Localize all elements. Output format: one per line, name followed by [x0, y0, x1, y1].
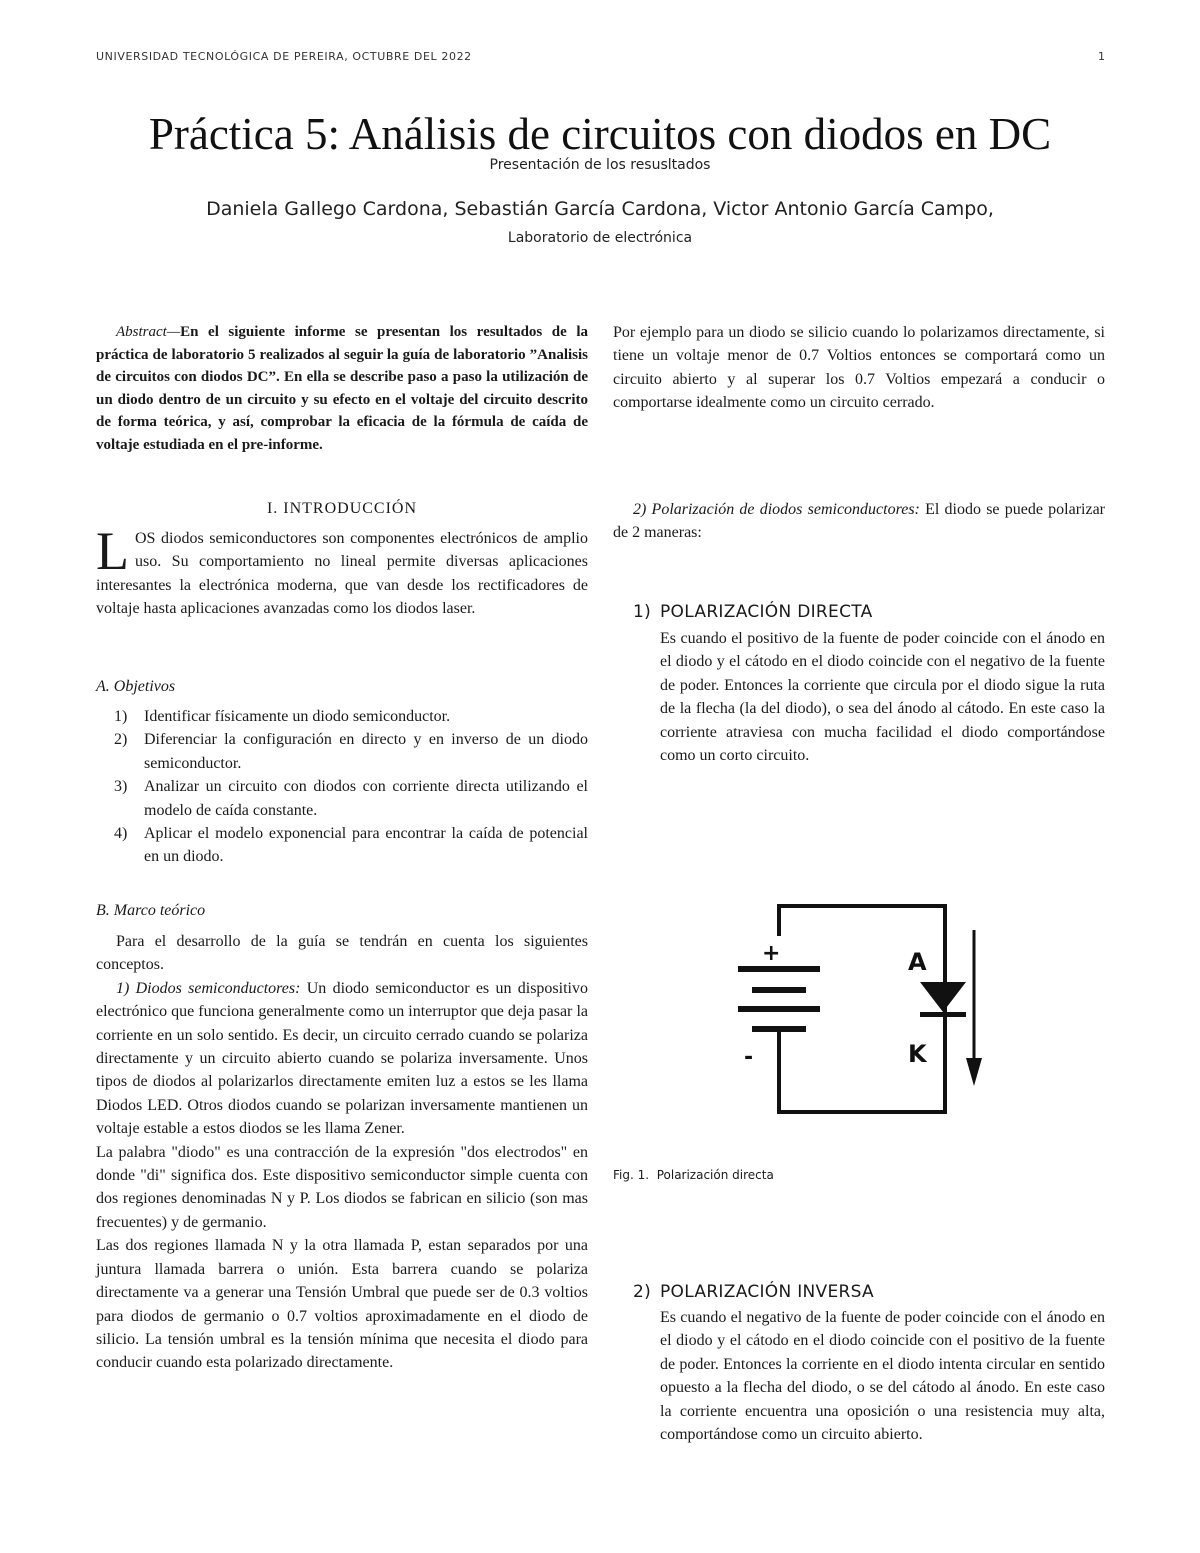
inversa-heading-text: POLARIZACIÓN INVERSA [660, 1282, 874, 1302]
list-item [96, 705, 588, 728]
figure-circuit [736, 900, 996, 1120]
page-number: 1 [1098, 50, 1105, 63]
current-arrow-head-icon [966, 1058, 982, 1086]
diode-symbol [920, 982, 966, 1012]
polarizacion-inversa-heading [633, 1282, 1105, 1302]
cathode-label: K [908, 1040, 927, 1068]
list-item-text: Analizar un circuito con diodos con corriente directa utilizando el modelo de caída constante. [144, 778, 588, 819]
battery-long-plate [738, 1006, 820, 1012]
list-item [96, 728, 588, 775]
objectives-list [96, 705, 588, 869]
battery-long-plate [738, 966, 820, 972]
dropcap-rest: OS [135, 530, 156, 547]
inversa-number: 2) [633, 1282, 652, 1302]
subsection-heading-marco: B. Marco teórico [96, 902, 206, 919]
author-list: Daniela Gallego Cardona, Sebastián García Cardona, Victor Antonio García Campo, [206, 198, 994, 220]
list-item-number: 1) [114, 708, 128, 725]
list-item-text: Identificar físicamente un diodo semiconductor. [144, 708, 451, 725]
directa-number: 1) [633, 602, 652, 622]
palabra-paragraph: La palabra "diodo" es una contracción de la expresión "dos electrodos" en donde "di" significa dos. Este dispositivo semiconductor simple cuenta con dos regiones denominadas N y P. Los diodos se fabrican en silicio (son mas frecuentes) y de germanio. [96, 1143, 588, 1231]
list-item [96, 822, 588, 869]
abstract-block [96, 321, 588, 457]
marco-body [96, 930, 588, 1375]
diodos-paragraph [96, 977, 588, 1141]
polarizacion-text: El diodo se puede polarizar de 2 maneras: [613, 501, 1106, 542]
abstract-label: Abstract— [116, 324, 181, 340]
battery-negative-label: - [744, 1045, 754, 1070]
abstract-text: En el siguiente informe se presentan los resultados de la práctica de laboratorio 5 realizados al seguir la guía de laboratorio ”Analisis de circuitos con diodos DC”. En ella se describe paso a paso la utilización de un diodo dentro de un circuito y su efecto en el voltaje del circuito descrito de forma teórica, y así, comprobar la eficacia de la fórmula de caída de voltaje estudiada en el pre-informe. [96, 324, 588, 453]
figure-caption-number: Fig. 1. [613, 1168, 650, 1182]
dropcap-letter: L [96, 521, 129, 581]
paper-subtitle: Presentación de los resusltados [489, 157, 711, 173]
ejemplo-paragraph-block [613, 321, 1105, 415]
list-item-number: 3) [114, 778, 128, 796]
polarizacion-directa-heading [633, 602, 1105, 622]
battery-positive-label: + [762, 941, 781, 966]
polarizacion-label: 2) Polarización de diodos semiconductores: [633, 501, 920, 518]
subsection-heading-objetivos: A. Objetivos [96, 678, 176, 695]
diodos-text: Un diodo semiconductor es un dispositivo electrónico que funciona generalmente como un interruptor que deja pasar la corriente en un solo sentido. Es decir, un circuito cerrado cuando se polariza directamente y un circuito abierto cuando se polariza inversamente. Unos tipos de diodos al polarizarlos directamente emiten luz a estos se les llama Diodos LED. Otros diodos cuando se polarizan inversamente mantienen un voltaje estable a estos diodos se les llama Zener. [96, 979, 588, 1138]
figure-caption-text: Polarización directa [656, 1168, 774, 1182]
directa-text: Es cuando el positivo de la fuente de poder coincide con el ánodo en el diodo y el cátodo en el diodo coincide con el negativo de la fuente de poder. Entonces la corriente que circula por el diodo sigue la ruta de la flecha (la del diodo), o sea del ánodo al cátodo. En este caso la corriente atraviesa con mucha facilidad el diodo comportándose como un corto circuito. [660, 630, 1105, 765]
figure-caption [613, 1168, 774, 1182]
inversa-text: Es cuando el negativo de la fuente de poder coincide con el ánodo en el diodo y el cátodo en el diodo coincide con el positivo de la fuente de poder. Entonces la corriente en el diodo intenta circular en sentido opuesto a la flecha del diodo, o se del cátodo al ánodo. En este caso la corriente encuentra una oposición o una resistencia muy alta, comportándose como un circuito abierto. [660, 1309, 1105, 1444]
paper-title: Práctica 5: Análisis de circuitos con diodos en DC [148, 109, 1052, 159]
section-heading-introduccion: I. INTRODUCCIÓN [266, 500, 418, 517]
intro-paragraph [96, 521, 589, 621]
polarizacion-paragraph-block [613, 498, 1105, 545]
anode-label: A [908, 948, 927, 976]
diode-cathode-bar [920, 1012, 966, 1017]
list-item-text: Aplicar el modelo exponencial para encontrar la caída de potencial en un diodo. [144, 825, 588, 866]
battery-short-plate [752, 987, 806, 993]
intro-text: diodos semiconductores son componentes electrónicos de amplio uso. Su comportamiento no lineal permite diversas aplicaciones interesantes la electrónica moderna, que van desde los rectificadores de voltaje hasta aplicaciones avanzadas como los diodos laser. [96, 530, 589, 618]
marco-intro: Para el desarrollo de la guía se tendrán en cuenta los siguientes conceptos. [96, 933, 588, 974]
list-item-text: Diferenciar la configuración en directo y en inverso de un diodo semiconductor. [144, 731, 588, 772]
regiones-paragraph: Las dos regiones llamada N y la otra llamada P, estan separados por una juntura llamada barrera o unión. Esta barrera cuando se polariza directamente va a generar una Tensión Umbral que puede ser de 0.3 voltios para diodos de germanio o 0.7 voltios aproximadamente en el diodo de silicio. La tensión umbral es la tensión mínima que necesita el diodo para conducir cuando esta polarizado directamente. [96, 1237, 588, 1372]
list-item-number: 2) [114, 731, 128, 749]
list-item [96, 775, 588, 822]
running-header: UNIVERSIDAD TECNOLÓGICA DE PEREIRA, OCTUBRE DEL 2022 [96, 50, 472, 63]
circuit-diagram [736, 900, 996, 1120]
affiliation: Laboratorio de electrónica [507, 230, 693, 246]
list-item-number: 4) [114, 825, 128, 843]
ejemplo-paragraph: Por ejemplo para un diodo se silicio cuando lo polarizamos directamente, si tiene un voltaje menor de 0.7 Voltios entonces se comportará como un circuito abierto y al superar los 0.7 Voltios empezará a conducir o comportarse idealmente como un circuito cerrado. [613, 324, 1105, 412]
battery-short-plate [752, 1026, 806, 1032]
diodos-label: 1) Diodos semiconductores: [116, 979, 301, 997]
directa-heading-text: POLARIZACIÓN DIRECTA [660, 602, 873, 622]
